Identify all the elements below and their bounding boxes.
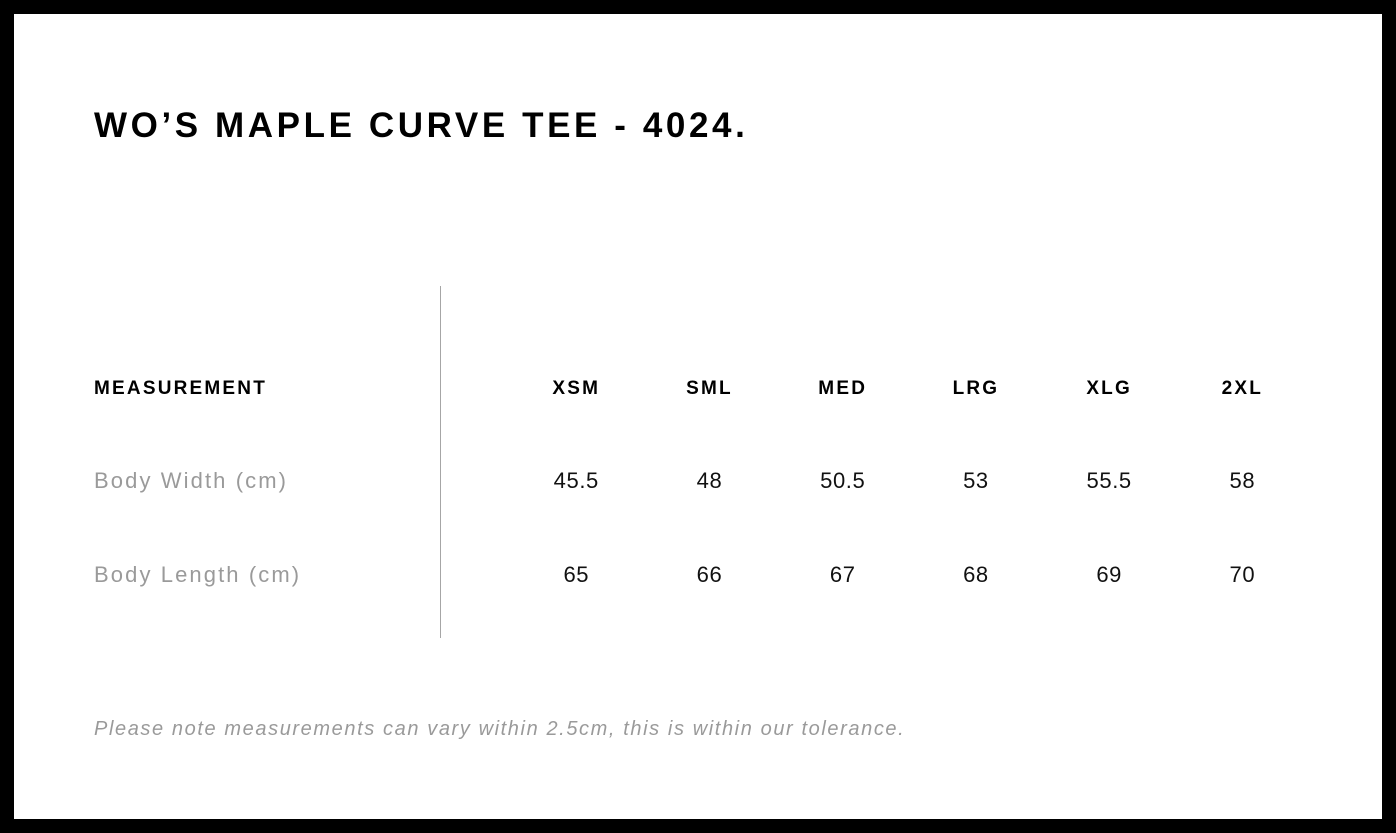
- column-header-xlg: XLG: [1086, 378, 1132, 399]
- column-header-measurement: MEASUREMENT: [94, 378, 268, 399]
- column-header-lrg: LRG: [952, 378, 1000, 399]
- tolerance-note: Please note measurements can vary within 2.5cm, this is within our tolerance.: [94, 718, 906, 740]
- cell-body-length-xsm: 65: [563, 562, 590, 587]
- cell-body-width-lrg: 53: [963, 468, 989, 493]
- cell-body-width-xlg: 55.5: [1086, 468, 1132, 493]
- size-chart-page: [14, 14, 1382, 819]
- column-header-med: MED: [818, 378, 868, 399]
- table-row: [94, 434, 1309, 528]
- cell-body-length-sml: 66: [696, 562, 723, 587]
- table-row: [94, 528, 1309, 622]
- cell-body-length-med: 67: [829, 562, 856, 587]
- page-title: WO’S MAPLE CURVE TEE - 4024.: [94, 106, 749, 145]
- column-header-xsm: XSM: [552, 378, 601, 399]
- cell-body-length-2xl: 70: [1229, 562, 1256, 587]
- column-header-sml: SML: [686, 378, 733, 399]
- cell-body-width-2xl: 58: [1229, 468, 1256, 493]
- row-label-body-width: Body Width (cm): [94, 468, 289, 493]
- cell-body-length-lrg: 68: [963, 562, 989, 587]
- row-label-body-length: Body Length (cm): [94, 562, 302, 587]
- cell-body-length-xlg: 69: [1096, 562, 1122, 587]
- cell-body-width-med: 50.5: [820, 468, 866, 493]
- column-header-2xl: 2XL: [1221, 378, 1264, 399]
- cell-body-width-sml: 48: [696, 468, 723, 493]
- size-chart-table: [94, 344, 1309, 622]
- table-header-row: [94, 344, 1309, 434]
- cell-body-width-xsm: 45.5: [553, 468, 599, 493]
